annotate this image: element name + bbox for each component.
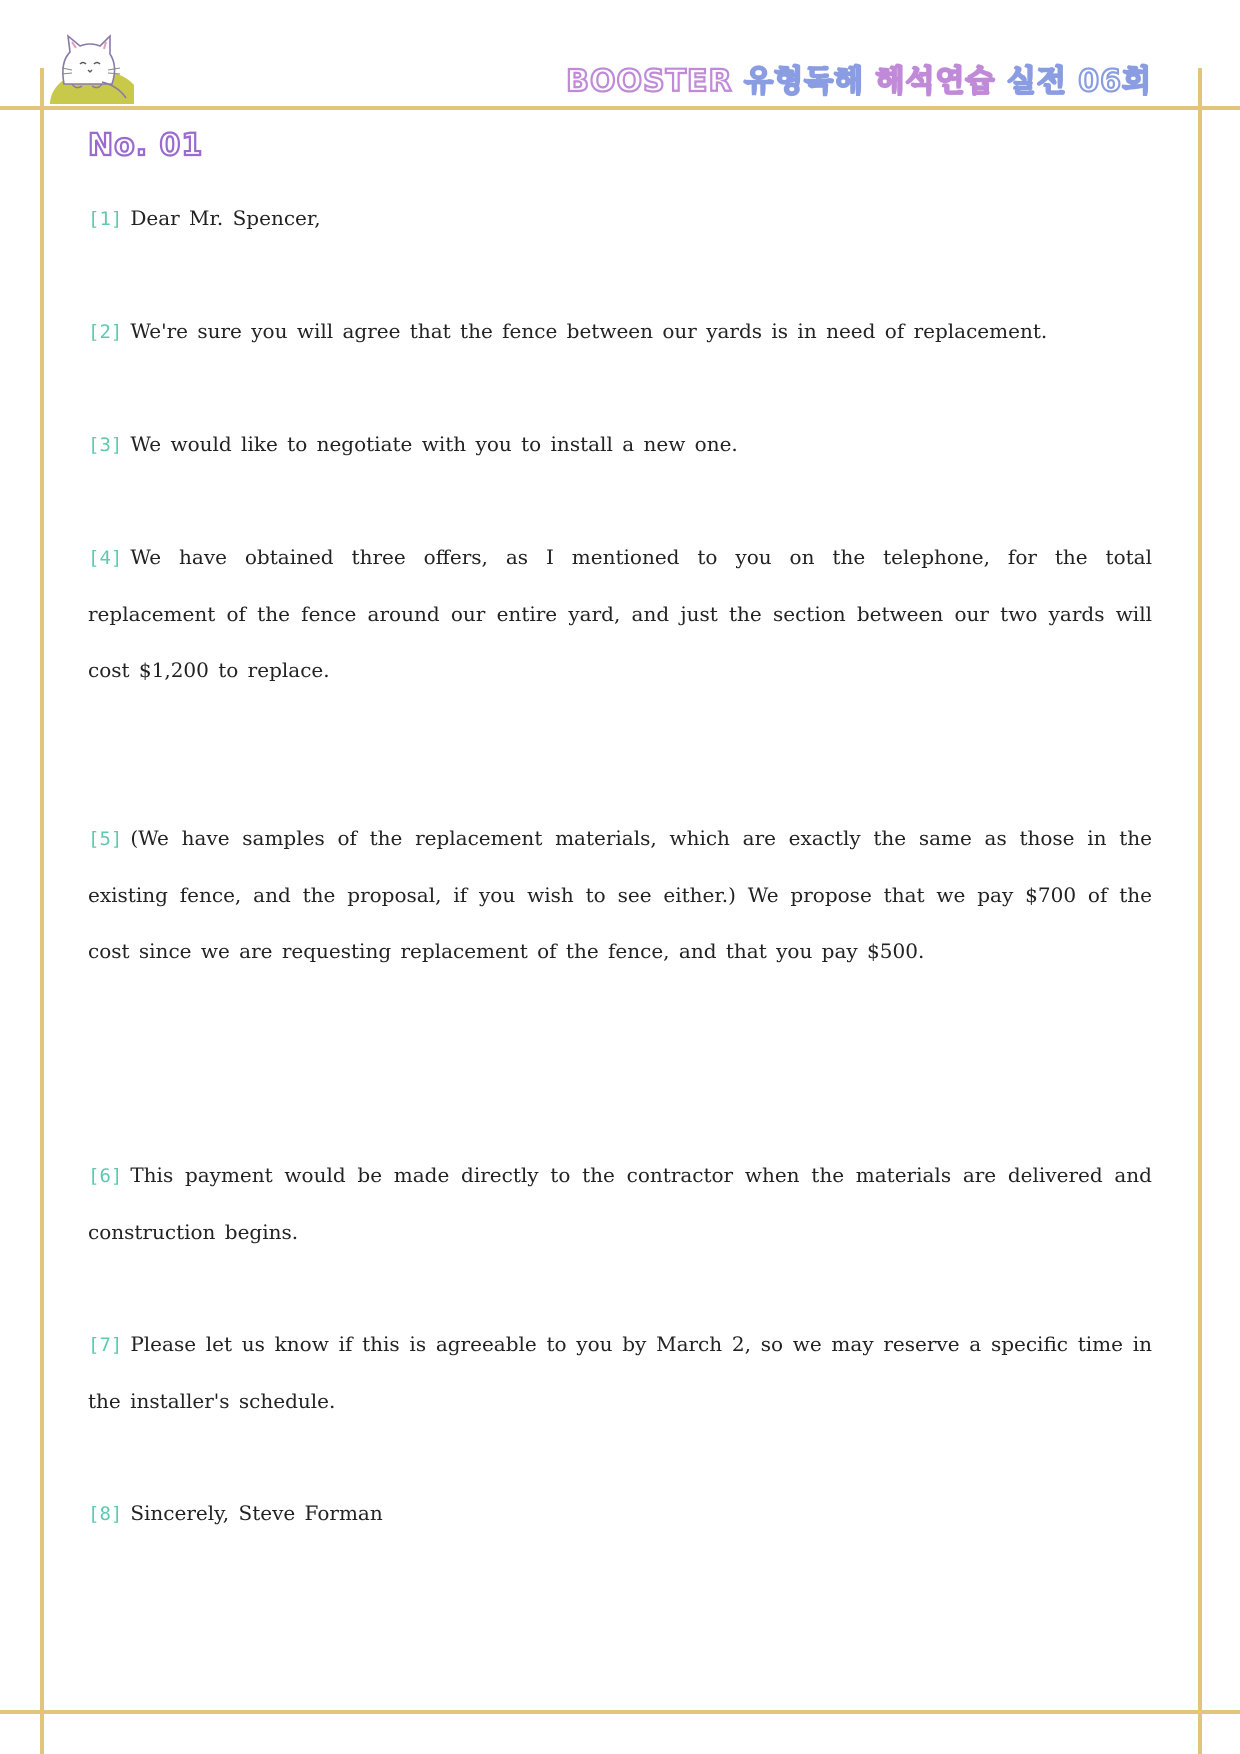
header-rule bbox=[0, 106, 1240, 110]
sentence-number: [6] bbox=[88, 1165, 123, 1187]
sentence-number: [5] bbox=[88, 828, 123, 850]
sentence-text: Dear Mr. Spencer, bbox=[130, 206, 321, 230]
sentence-5 bbox=[88, 810, 1152, 979]
sentence-8 bbox=[88, 1485, 1152, 1542]
sentence-text: (We have samples of the replacement materials, which are exactly the same as those in the existing fence, and the proposal, if you wish to see either.) We propose that we pay $700 of the cost since we are requesting replacement of the fence, and that you pay $500. bbox=[88, 826, 1152, 963]
footer-rule bbox=[0, 1710, 1240, 1714]
header-title-type: 유형독해 bbox=[744, 64, 865, 99]
sentence-number: [2] bbox=[88, 321, 123, 343]
sentence-1 bbox=[88, 190, 1152, 247]
header-title-round: 실전 06회 bbox=[1006, 64, 1152, 99]
sentence-2 bbox=[88, 303, 1152, 360]
header-title-booster: BOOSTER bbox=[566, 64, 733, 99]
sentence-text: We would like to negotiate with you to install a new one. bbox=[130, 432, 738, 456]
passage bbox=[88, 190, 1152, 1542]
sentence-text: We have obtained three offers, as I mentioned to you on the telephone, for the total replacement of the fence around our entire yard, and just the section between our two yards will cost $1,200 to replace. bbox=[88, 545, 1152, 682]
right-frame-line bbox=[1198, 68, 1202, 1754]
header-title bbox=[566, 56, 1152, 100]
cat-mascot-icon bbox=[42, 28, 134, 104]
sentence-text: Please let us know if this is agreeable to you by March 2, so we may reserve a specific time in the installer's schedule. bbox=[88, 1332, 1152, 1413]
left-frame-line bbox=[40, 68, 44, 1754]
sentence-text: Sincerely, Steve Forman bbox=[130, 1501, 383, 1525]
sentence-text: We're sure you will agree that the fence between our yards is in need of replacement. bbox=[130, 319, 1048, 343]
sentence-4 bbox=[88, 529, 1152, 698]
sentence-6 bbox=[88, 1147, 1152, 1260]
header-title-practice: 해석연습 bbox=[875, 64, 996, 99]
sentence-number: [3] bbox=[88, 434, 123, 456]
section-number: No. 01 bbox=[88, 128, 204, 163]
sentence-number: [8] bbox=[88, 1503, 123, 1525]
sentence-number: [4] bbox=[88, 547, 123, 569]
sentence-number: [1] bbox=[88, 208, 123, 230]
sentence-number: [7] bbox=[88, 1334, 123, 1356]
sentence-text: This payment would be made directly to the contractor when the materials are delivered and construction begins. bbox=[88, 1163, 1152, 1244]
sentence-7 bbox=[88, 1316, 1152, 1429]
sentence-3 bbox=[88, 416, 1152, 473]
